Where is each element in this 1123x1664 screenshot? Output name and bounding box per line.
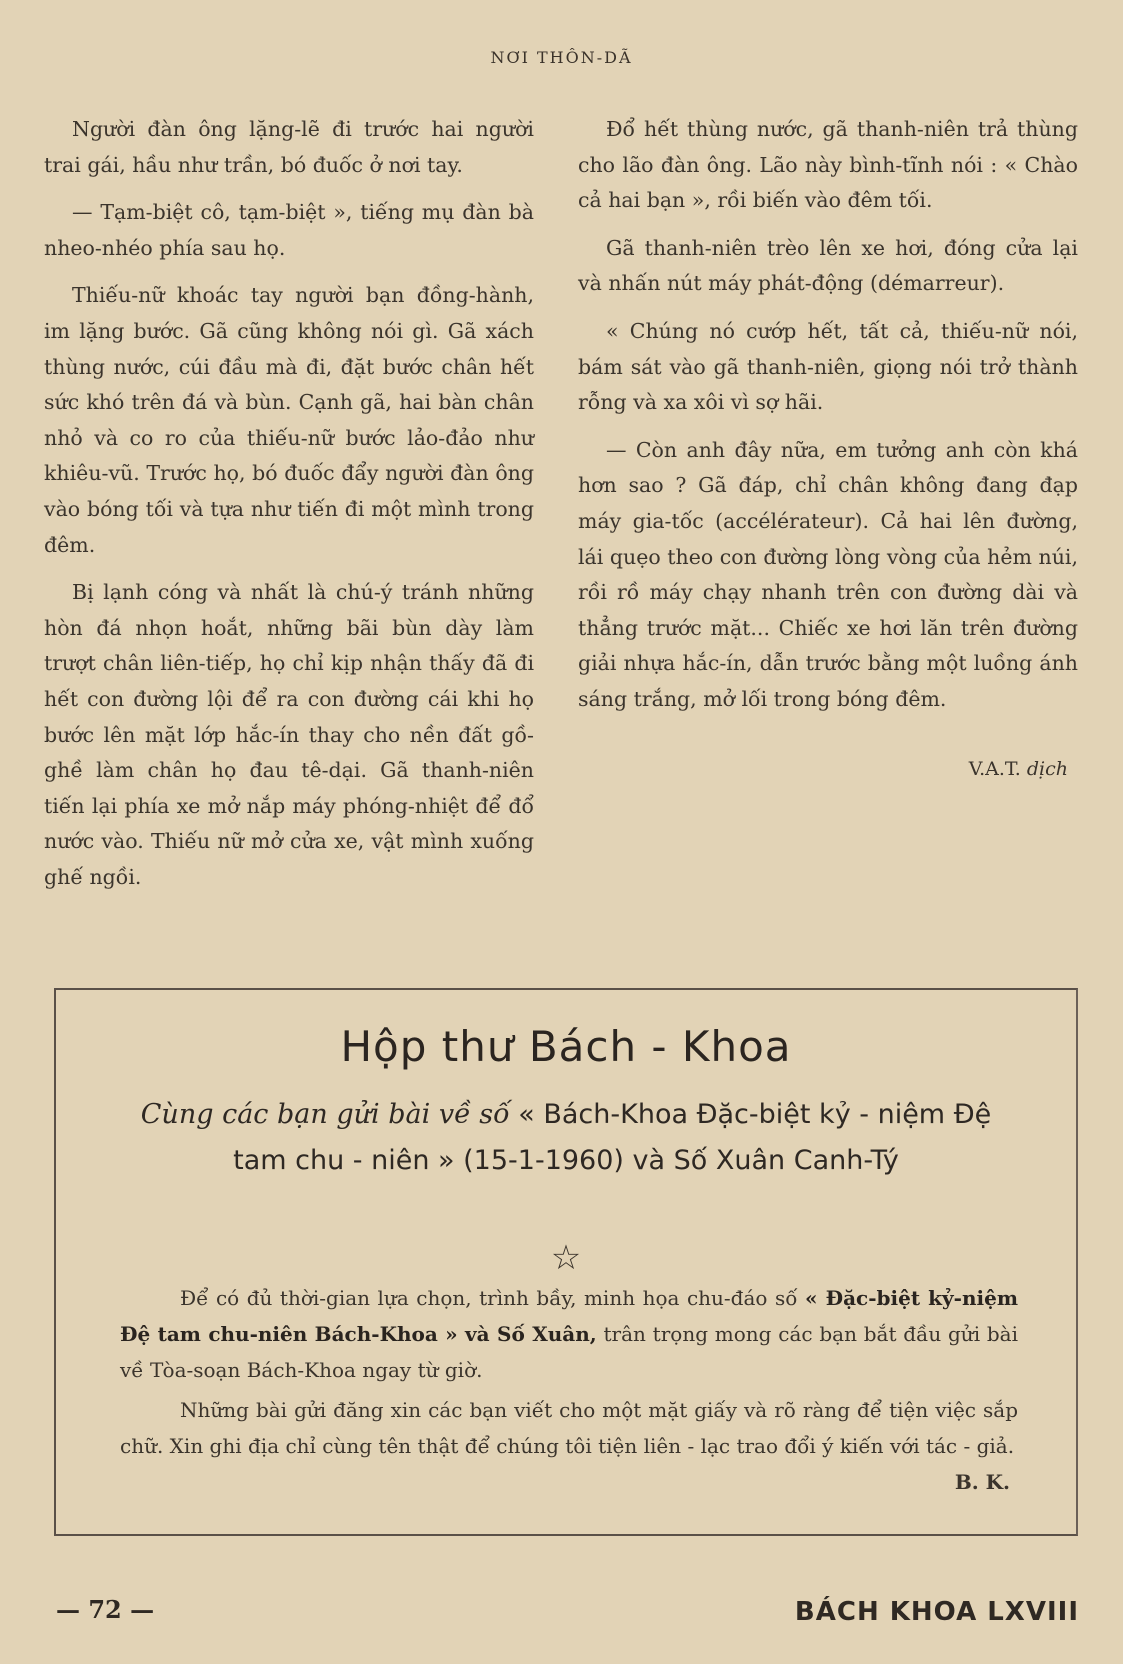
paragraph: Bị lạnh cóng và nhất là chú-ý tránh những hòn đá nhọn hoắt, những bãi bùn dày làm trượt chân liên-tiếp, họ chỉ kịp nhận thấy đã đi hết con đường lội để ra con đường cái khi họ bước lên mặt lớp hắc-ín thay cho nền đất gồ-ghề làm chân họ đau tê-dại. Gã thanh-niên tiến lại phía xe mở nắp máy phóng-nhiệt để đổ nước vào. Thiếu nữ mở cửa xe, vật mình xuống ghế ngồi. bbox=[44, 580, 534, 889]
mailbox-subtitle bbox=[116, 1092, 1016, 1184]
mailbox-signature: B. K. bbox=[954, 1470, 1010, 1494]
translator-role: dịch bbox=[1026, 757, 1068, 780]
mailbox-notice bbox=[54, 988, 1078, 1536]
translator-name: V.A.T. bbox=[968, 757, 1021, 780]
running-head: NƠI THÔN-DÃ bbox=[490, 48, 633, 67]
paragraph: Thiếu-nữ khoác tay người bạn đồng-hành, im lặng bước. Gã cũng không nói gì. Gã xách thùng nước, cúi đầu mà đi, đặt bước chân hết sức khó trên đá và bùn. Cạnh gã, hai bàn chân nhỏ và co ro của thiếu-nữ bước lảo-đảo như khiêu-vũ. Trước họ, bó đuốc đẩy người đàn ông vào bóng tối và tựa như tiến đi một mình trong đêm. bbox=[44, 283, 534, 557]
star-icon: ☆ bbox=[550, 1238, 582, 1278]
p1-end: trân trọng mong các bạn bắt đầu gửi bài về Tòa-soạn Bách-Khoa ngay từ giờ. bbox=[120, 1322, 1018, 1382]
paragraph: Đổ hết thùng nước, gã thanh-niên trả thùng cho lão đàn ông. Lão này bình-tĩnh nói : « Chào cả hai bạn », rồi biến vào đêm tối. bbox=[578, 117, 1078, 213]
p1-bold: « Đặc-biệt kỷ-niệm Đệ tam chu-niên Bách-Khoa » và Số Xuân, bbox=[120, 1286, 1018, 1346]
paragraph: — Tạm-biệt cô, tạm-biệt », tiếng mụ đàn bà nheo-nhéo phía sau họ. bbox=[44, 200, 534, 260]
paragraph: — Còn anh đây nữa, em tưởng anh còn khá hơn sao ? Gã đáp, chỉ chân không đang đạp máy gia-tốc (accélérateur). Cả hai lên đường, lái quẹo theo con đường lòng vòng của hẻm núi, rồi rồ máy chạy nhanh trên con đường dài và thẳng trước mặt... Chiếc xe hơi lăn trên đường giải nhựa hắc-ín, dẫn trước bằng một luồng ánh sáng trắng, mở lối trong bóng đêm. bbox=[578, 437, 1078, 711]
paragraph: « Chúng nó cướp hết, tất cả, thiếu-nữ nói, bám sát vào gã thanh-niên, giọng nói trở thành rỗng và xa xôi vì sợ hãi. bbox=[578, 318, 1078, 415]
translator-signature bbox=[578, 752, 1078, 788]
p1-start: Để có đủ thời-gian lựa chọn, trình bầy, minh họa chu-đáo số bbox=[180, 1286, 798, 1310]
page-number: — 72 — bbox=[56, 1595, 155, 1624]
paragraph bbox=[120, 1280, 1018, 1388]
left-column bbox=[44, 112, 534, 895]
paragraph: Người đàn ông lặng-lẽ đi trước hai người trai gái, hầu như trần, bó đuốc ở nơi tay. bbox=[44, 117, 534, 177]
right-column bbox=[578, 112, 1078, 787]
mailbox-body bbox=[120, 1280, 1018, 1500]
p2-text: Những bài gửi đăng xin các bạn viết cho một mặt giấy và rõ ràng để tiện việc sắp chữ. Xin ghi địa chỉ cùng tên thật để chúng tôi tiện liên - lạc trao đổi ý kiến với tác - giả. bbox=[120, 1398, 1018, 1458]
subtitle-italic: Cùng các bạn gửi bài về số bbox=[140, 1099, 510, 1130]
subtitle-rest: « Bách-Khoa Đặc-biệt kỷ - niệm Đệ tam chu - niên » (15-1-1960) và Số Xuân Canh-Tý bbox=[233, 1099, 992, 1176]
mailbox-title: Hộp thư Bách - Khoa bbox=[340, 1022, 792, 1071]
magazine-title: BÁCH KHOA LXVIII bbox=[794, 1597, 1079, 1627]
paragraph: Gã thanh-niên trèo lên xe hơi, đóng cửa lại và nhấn nút máy phát-động (démarreur). bbox=[578, 235, 1078, 296]
paragraph bbox=[120, 1392, 1018, 1494]
